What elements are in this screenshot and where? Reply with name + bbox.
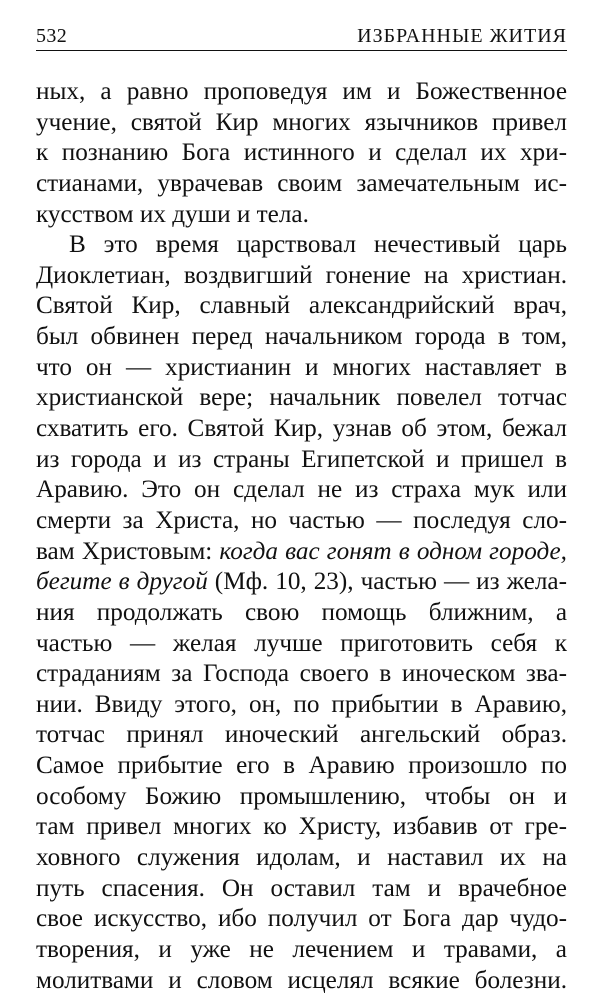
text-line: стианами, уврачевав своим замечательным ис- [36, 169, 567, 197]
text-line: страданиям за Господа своего в иноческом зва- [36, 660, 567, 688]
scripture-quote: когда вас гонят в одном городе, [219, 537, 567, 565]
text-line: ховного служения идолам, и наставил их на [36, 844, 567, 872]
text-line: Святой Кир, славный александрийский врач, [36, 292, 567, 320]
text-line: нии. Ввиду этого, он, по прибытии в Аравию, [36, 690, 567, 718]
text-line: кусством их души и тела. [36, 200, 309, 228]
text-line: тотчас принял иноческий ангельский образ. [36, 721, 567, 749]
text-line: схватить его. Святой Кир, узнав об этом, бежал [36, 415, 567, 443]
text-line: частью — желая лучше приготовить себя к [36, 629, 567, 657]
text-line [36, 567, 567, 598]
text-line: молитвами и словом исцелял всякие болезни. [36, 966, 567, 994]
text-line: смерти за Христа, но частью — последуя сло- [36, 506, 567, 534]
text-line: ных, а равно проповедуя им и Божественное [36, 78, 567, 105]
text-line: особому Божию промышлению, чтобы он и [36, 782, 567, 810]
text-line: ния продолжать свою помощь ближним, а [36, 598, 567, 626]
text-line [36, 537, 567, 568]
running-header [36, 14, 567, 51]
book-page [36, 14, 567, 994]
text-line: творения, и уже не лечением и травами, а [36, 935, 567, 963]
page-number: 532 [36, 25, 68, 47]
scripture-quote: бегите в другой [36, 568, 208, 596]
text-line: христианской вере; начальник повелел тотчас [36, 384, 567, 412]
book-title: ИЗБРАННЫЕ ЖИТИЯ [357, 25, 567, 47]
text-line: путь спасения. Он оставил там и врачебное [36, 874, 567, 902]
text-fragment: вам Христовым: [36, 537, 220, 565]
text-line: В это время царствовал нечестивый царь [69, 231, 567, 259]
text-line: был обвинен перед начальником города в том, [36, 323, 567, 351]
text-line: Аравию. Это он сделал не из страха мук или [36, 476, 567, 504]
text-line: к познанию Бога истинного и сделал их хри- [36, 139, 567, 167]
text-fragment: (Мф. 10, 23), частью — из жела- [207, 568, 567, 596]
text-line: из города и из страны Египетской и пришел в [36, 445, 567, 473]
text-line: что он — христианин и многих наставляет в [36, 353, 567, 381]
text-line: там привел многих ко Христу, избавив от гре- [36, 813, 567, 841]
text-line: Самое прибытие его в Аравию произошло по [36, 752, 567, 780]
text-line: свое искусство, ибо получил от Бога дар чудо- [36, 905, 567, 933]
text-line: Диоклетиан, воздвигший гонение на христиан. [36, 261, 567, 289]
text-line: учение, святой Кир многих язычников привел [36, 108, 567, 136]
body-text [36, 77, 567, 996]
